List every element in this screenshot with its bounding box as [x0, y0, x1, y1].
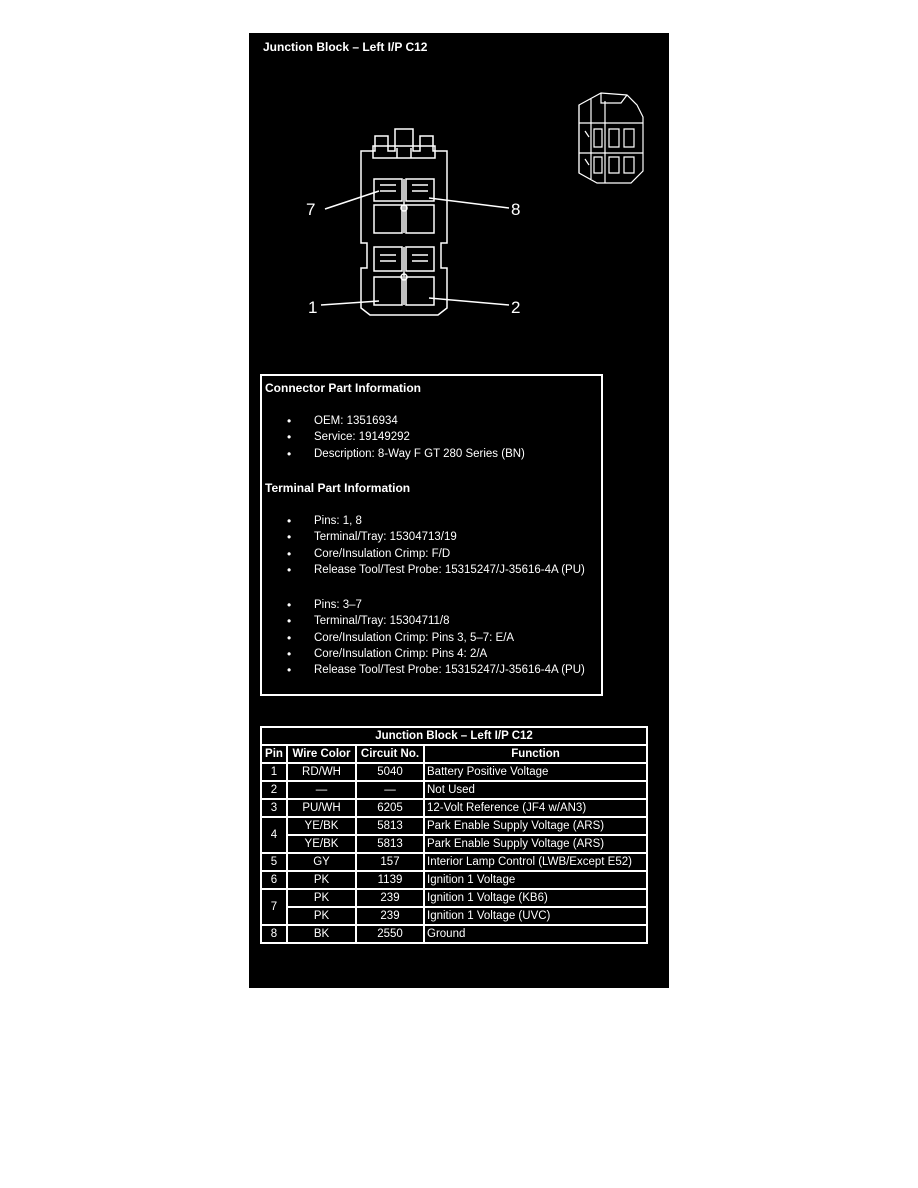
function-cell: Park Enable Supply Voltage (ARS)	[424, 835, 647, 853]
column-header-function: Function	[424, 745, 647, 763]
leader-7	[325, 191, 379, 209]
table-row	[261, 907, 647, 925]
terminal-group-1-list	[262, 513, 585, 578]
wire-color-cell: GY	[287, 853, 356, 871]
pin-cell: 4	[261, 817, 287, 853]
function-cell: Ignition 1 Voltage	[424, 871, 647, 889]
pin-cell: 6	[261, 871, 287, 889]
column-header-wire-color: Wire Color	[287, 745, 356, 763]
function-cell: Park Enable Supply Voltage (ARS)	[424, 817, 647, 835]
pin-cell: 5	[261, 853, 287, 871]
list-item: • Pins: 1, 8	[262, 513, 585, 529]
function-cell: Battery Positive Voltage	[424, 763, 647, 781]
function-cell: Interior Lamp Control (LWB/Except E52)	[424, 853, 647, 871]
connector-info-title: Connector Part Information	[265, 381, 422, 395]
pin-cell: 1	[261, 763, 287, 781]
table-row	[261, 763, 647, 781]
pin-function-table	[260, 726, 648, 944]
circuit-cell: 5040	[356, 763, 424, 781]
list-item: • Release Tool/Test Probe: 15315247/J-35616-4A (PU)	[262, 662, 585, 678]
pin-callout-2: 2	[511, 298, 521, 317]
list-item: • Core/Insulation Crimp: Pins 4: 2/A	[262, 646, 585, 662]
pin-cell: 8	[261, 925, 287, 943]
list-item: • Core/Insulation Crimp: Pins 3, 5–7: E/A	[262, 630, 585, 646]
leader-1	[321, 301, 379, 305]
connector-info-list	[262, 413, 525, 462]
list-item: • Service: 19149292	[262, 429, 525, 445]
wire-color-cell: PU/WH	[287, 799, 356, 817]
circuit-cell: 1139	[356, 871, 424, 889]
pin-cell: 3	[261, 799, 287, 817]
pin-cell: 2	[261, 781, 287, 799]
pin-callout-7: 7	[306, 200, 316, 219]
circuit-cell: 6205	[356, 799, 424, 817]
list-item: • Core/Insulation Crimp: F/D	[262, 546, 585, 562]
wire-color-cell: PK	[287, 907, 356, 925]
list-item: • OEM: 13516934	[262, 413, 525, 429]
document-panel	[249, 33, 669, 988]
connector-thumbnail	[579, 93, 643, 183]
circuit-cell: —	[356, 781, 424, 799]
list-item: • Terminal/Tray: 15304713/19	[262, 529, 585, 545]
function-cell: Not Used	[424, 781, 647, 799]
circuit-cell: 239	[356, 907, 424, 925]
column-header-pin: Pin	[261, 745, 287, 763]
pin-cell: 7	[261, 889, 287, 925]
terminal-info-title: Terminal Part Information	[265, 481, 411, 495]
function-cell: Ground	[424, 925, 647, 943]
pin-callout-8: 8	[511, 200, 521, 219]
table-row	[261, 871, 647, 889]
column-header-circuit: Circuit No.	[356, 745, 424, 763]
circuit-cell: 239	[356, 889, 424, 907]
list-item: • Pins: 3–7	[262, 597, 585, 613]
circuit-cell: 157	[356, 853, 424, 871]
table-caption: Junction Block – Left I/P C12	[261, 727, 647, 745]
cavity-2	[406, 277, 434, 305]
table-row	[261, 925, 647, 943]
part-information-box	[260, 374, 603, 696]
table-row	[261, 817, 647, 835]
wire-color-cell: YE/BK	[287, 835, 356, 853]
terminal-group-2-list	[262, 597, 585, 678]
circuit-cell: 2550	[356, 925, 424, 943]
wire-color-cell: RD/WH	[287, 763, 356, 781]
circuit-cell: 5813	[356, 817, 424, 835]
wire-color-cell: PK	[287, 889, 356, 907]
leader-2	[429, 298, 509, 305]
wire-color-cell: PK	[287, 871, 356, 889]
wire-color-cell: BK	[287, 925, 356, 943]
function-cell: 12-Volt Reference (JF4 w/AN3)	[424, 799, 647, 817]
function-cell: Ignition 1 Voltage (UVC)	[424, 907, 647, 925]
leader-8	[429, 198, 509, 208]
list-item: • Release Tool/Test Probe: 15315247/J-35616-4A (PU)	[262, 562, 585, 578]
list-item: • Description: 8-Way F GT 280 Series (BN)	[262, 446, 525, 462]
table-row	[261, 889, 647, 907]
list-item: • Terminal/Tray: 15304711/8	[262, 613, 585, 629]
table-row	[261, 835, 647, 853]
page-title: Junction Block – Left I/P C12	[263, 40, 428, 54]
function-cell: Ignition 1 Voltage (KB6)	[424, 889, 647, 907]
table-row	[261, 781, 647, 799]
wire-color-cell: YE/BK	[287, 817, 356, 835]
wire-color-cell: —	[287, 781, 356, 799]
table-row	[261, 853, 647, 871]
table-row	[261, 799, 647, 817]
circuit-cell: 5813	[356, 835, 424, 853]
cavity-7	[374, 179, 402, 201]
pin-callout-1: 1	[308, 298, 318, 317]
